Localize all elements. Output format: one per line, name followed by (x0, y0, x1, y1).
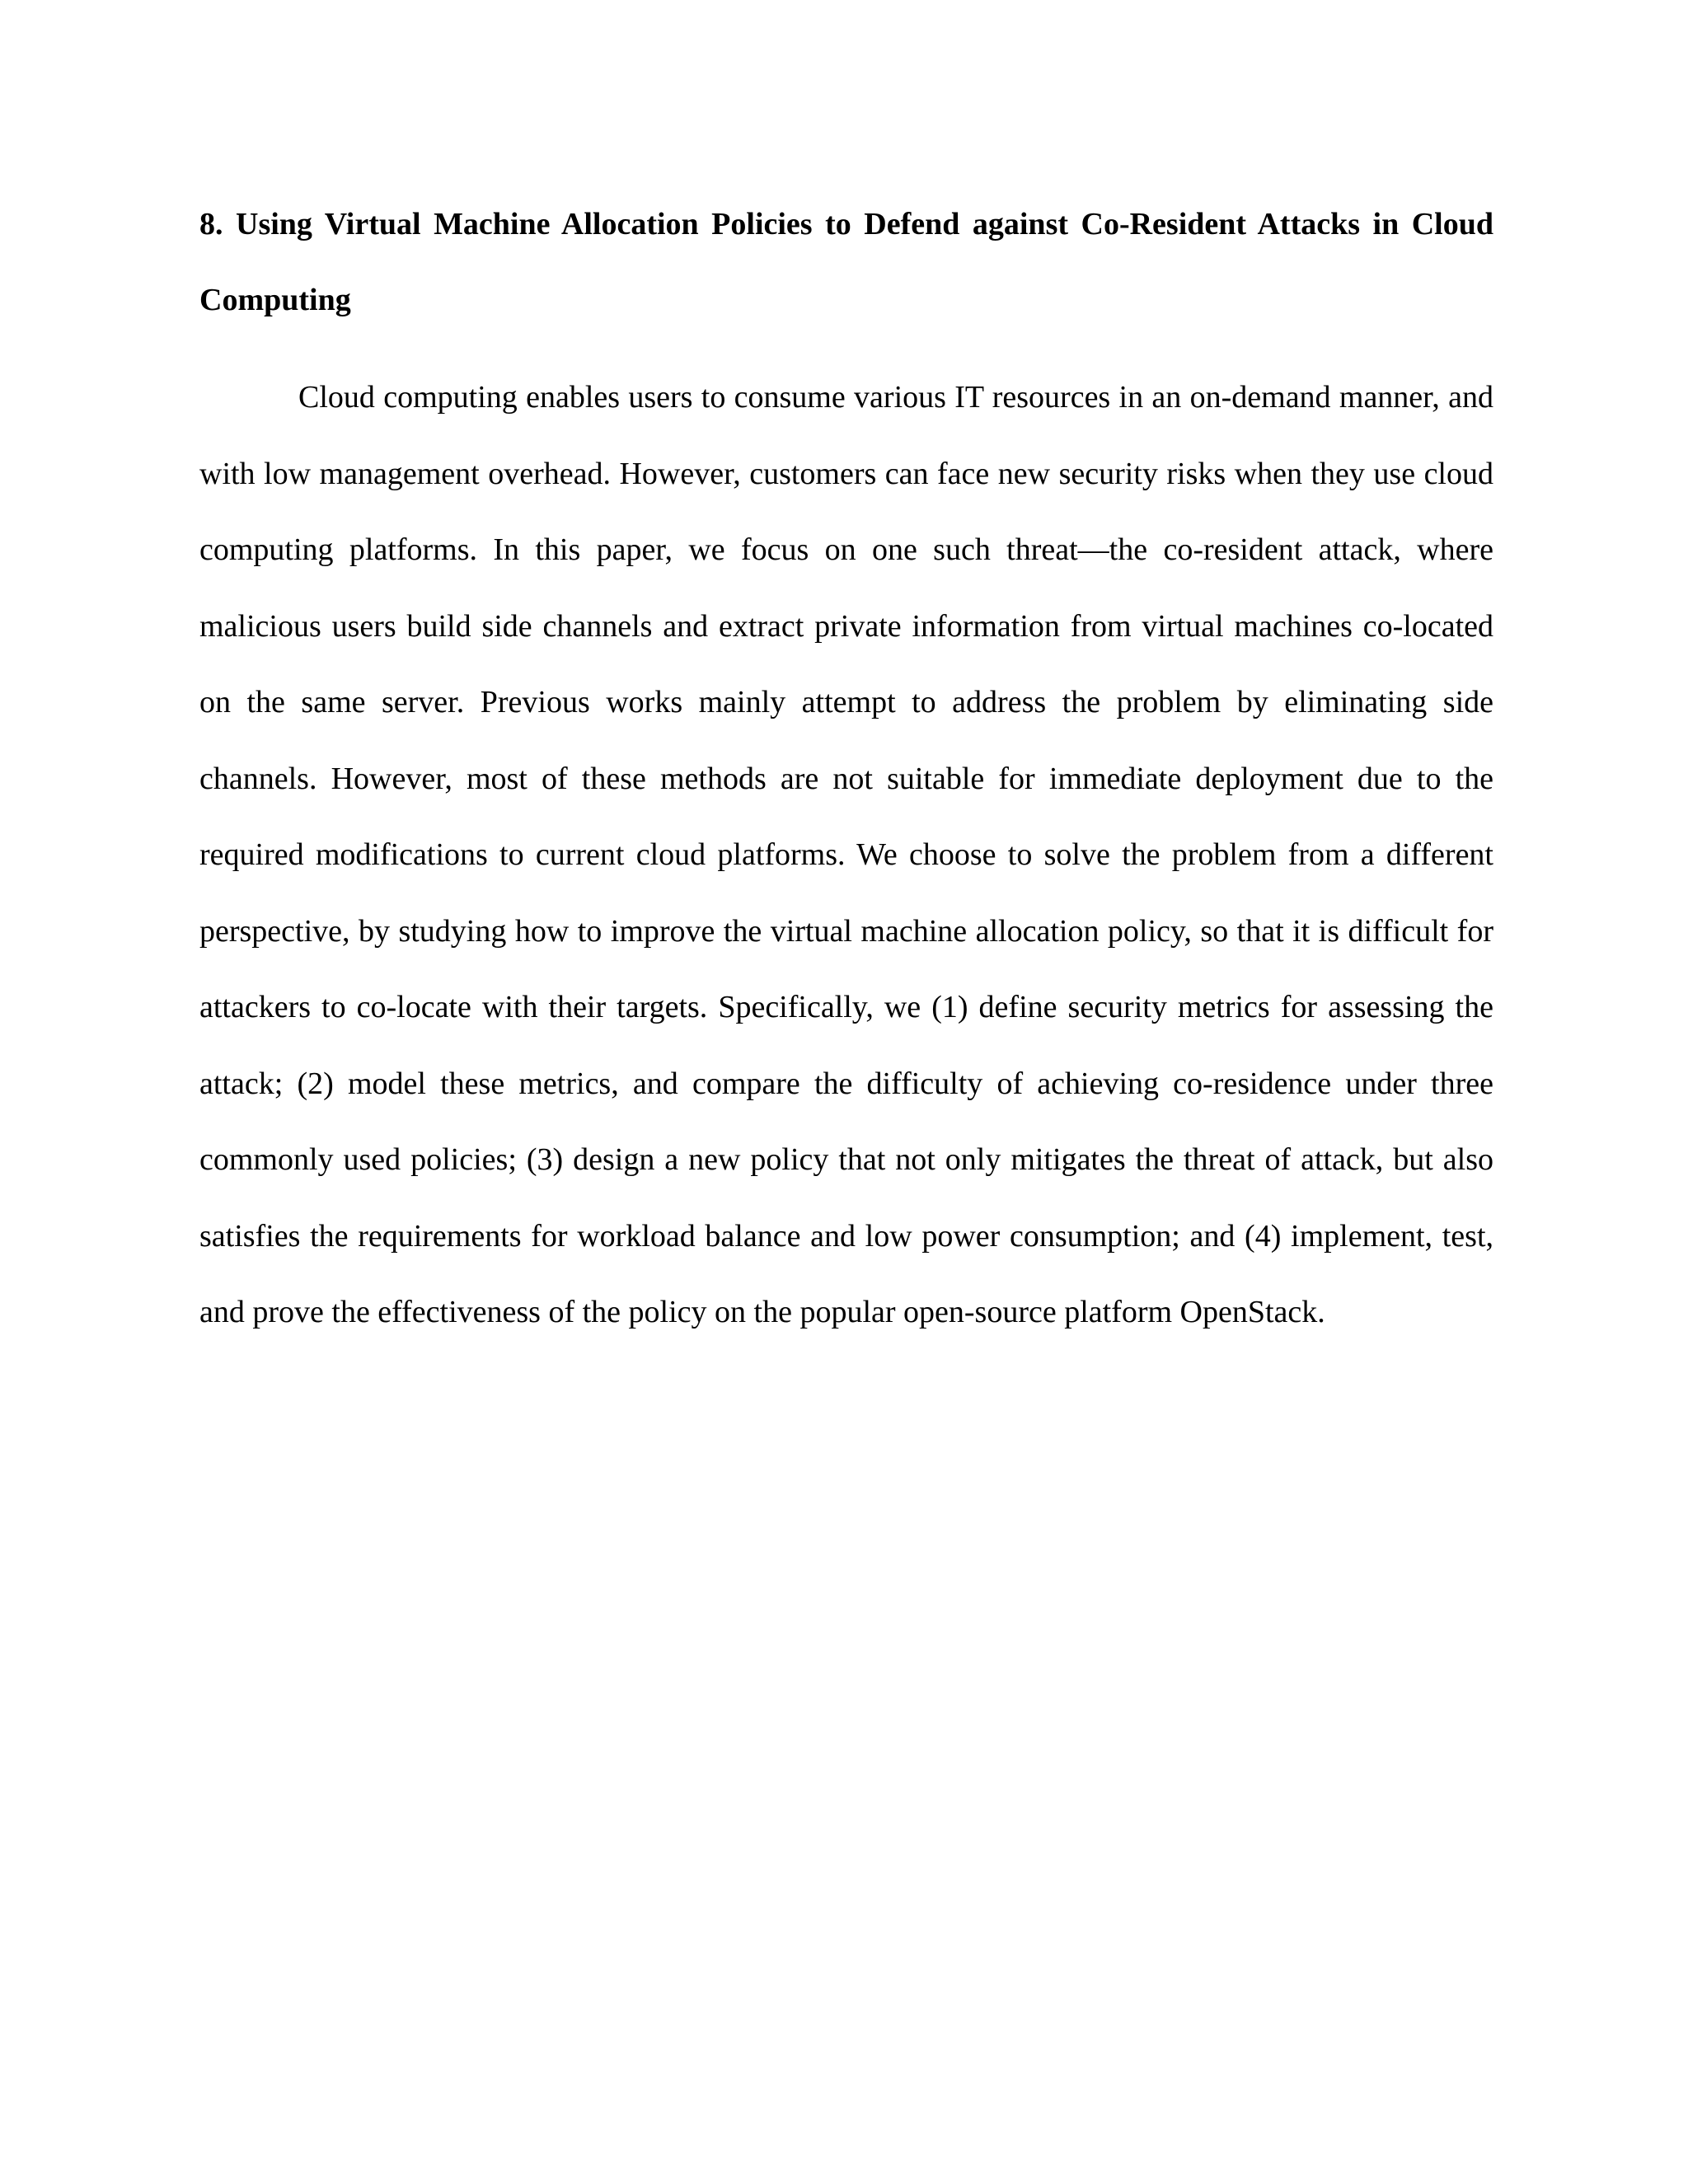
paper-content (199, 186, 1493, 1351)
abstract-paragraph: Cloud computing enables users to consume various IT resources in an on-demand manner, and with low management overhead. However, customers can face new security risks when they use cloud computing platforms. In this paper, we focus on one such threat—the co-resident attack, where malicious users build side channels and extract private information from virtual machines co-located on the same server. Previous works mainly attempt to address the problem by eliminating side channels. However, most of these methods are not suitable for immediate deployment due to the required modifications to current cloud platforms. We choose to solve the problem from a different perspective, by studying how to improve the virtual machine allocation policy, so that it is difficult for attackers to co-locate with their targets. Specifically, we (1) define security metrics for assessing the attack; (2) model these metrics, and compare the difficulty of achieving co-residence under three commonly used policies; (3) design a new policy that not only mitigates the threat of attack, but also satisfies the requirements for workload balance and low power consumption; and (4) implement, test, and prove the effectiveness of the policy on the popular open-source platform OpenStack. (199, 380, 1493, 1329)
paper-title: 8. Using Virtual Machine Allocation Policies to Defend against Co-Resident Attacks in Cloud Computing (199, 207, 1493, 317)
